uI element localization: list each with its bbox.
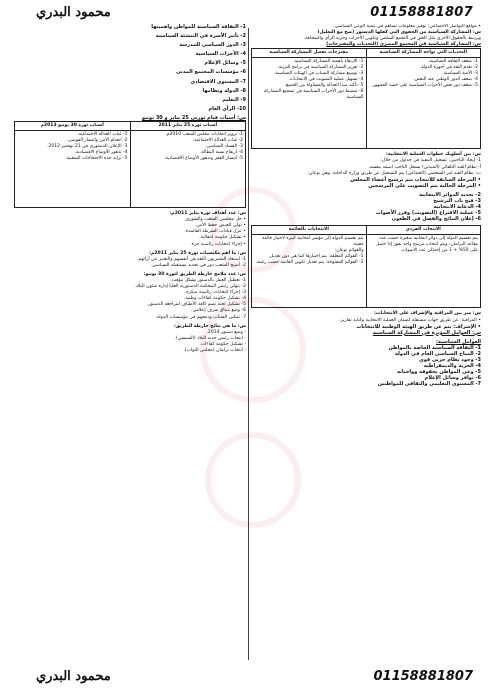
left-line: 2- يتولى رئيس المحكمة الدستورية العليا إدارة شئون البلاد. [134,284,246,290]
table-header: الانتخاب الفردي [366,226,481,235]
factor-item: 1- الثقافة السياسية الخاصة بالمواطن [388,344,481,351]
subheading: العوامل السياسية: [435,338,481,345]
right-line: • الإشراف: يتم عن طريق الهيئة الوطنية للانتخابات [356,323,481,330]
question-heading: س: ما هي نتائج خارطة الطريق: [173,323,246,329]
left-column [14,24,246,664]
question-heading: س: عدد أهداف ثورة يناير 2011م: [169,211,246,217]
challenges-table [251,48,481,149]
question-heading: س: ميز بين المراقبة والإشراف على الانتخابات: [374,311,481,317]
table-header: مقترحات تفعيل المشاركة السياسية [252,49,367,58]
left-line: • إجراء انتخابات رئاسية حرة. [190,241,246,247]
page-footer [0,667,495,689]
right-line: ويرتبط بالحقوق الأخرى مثل الحق في التجمع السلمي وتكوين الأحزاب وحرية الرأي والصحافة. [303,36,481,42]
factor-item: 2- المناخ السياسي العام في الدولة [394,350,481,357]
author-phone: 01158881807 [370,5,473,20]
left-line: 1- استعاد المصريون الثقة في أنفسهم والتعبير عن آرائهم. [136,256,246,262]
left-line: 6- وضع ميثاق شرف إعلامي. [191,308,246,314]
question-heading: س: أسباب قيام ثورتي 25 يناير و 30 يونيو [142,114,246,121]
question-heading: س: بين أسلوبك خطوات العملية الانتخابية: [386,152,481,158]
author-phone: 01158881807 [373,669,473,684]
step-item: 6- إعلان النتائج والفصل في الطعون [391,216,481,223]
table-cell: يتم تقسيم الدولة إلى مؤشر انتخابية كبيرة لاختيار قائمة معينة. والقوائم نوعان: 1- القوائم المغلقة: يتم اختيارها كما هي دون تعديل. 2- القوائم المفتوحة: يتم تعديل تكوين القائمة حسب رغبته. [252,235,367,308]
left-line: 4- الأحزاب السياسية [195,51,246,58]
step-item: 2- تحديد الدوائر الانتخابية [419,191,481,198]
column-divider [248,28,249,660]
left-line: - تشكيل حكومة كفاءات. [199,341,246,347]
table-cell: 1- ضعف الثقافة السياسية. 2- تقدم الثقة في أجهزة الدولة. 3- الأمية السياسية. 4- ضعف الدور الوطني عند البعض. 5- ضعف دور بعض الأحزاب السياسية على حشد الجمهور. [366,58,481,149]
table-cell: 1- تزوير انتخابات مجلس الشعب 2010م. 2- غياب العدالة الاجتماعية. 3- الفساد السياسي. 4- ارتفاع نسبة البطالة. 5- انتشار الفقر وتدهور الأوضاع الاقتصادية. [130,131,246,208]
page-header [0,0,495,24]
left-line: 8- الدولة ونظامها [202,87,246,94]
table-cell: 1- غياب العدالة الاجتماعية. 2- انعدام الأمن وانتشار الفوضى. 3- الإعلان الدستوري في 21 نوفمبر 2012. 4- تدهور الأوضاع الاقتصادية. 5- تزايد حدة الاحتجاجات الشعبية. [15,131,131,208]
right-line: • المرحلة الحالية يتم التصويت على المرشحين [368,182,481,189]
left-line: • تولي الجيش حفظ الأمن. [194,223,246,229]
table-cell: 1- الارتقاء بأهمية المشاركة السياسية. 2- تعزيز المشاركة السياسية في برامج التربية. 3- توسيع مشاركة الشباب في الهيئات السياسية. 4- تسهيل عملية التصويت في الانتخابات. 5- تأكيد مبدأ العدالة والمساواة بين الجميع. 6- تنشيط دور الأحزاب السياسية في تشجيع المشاركة السياسية. [252,58,367,149]
right-line: 1- إيجاد الناخبين: تسجيل التنفيذ في جداول من خلال: [380,158,481,164]
question-heading: س: ما أهم مكتسبات ثورة 25 يناير 2011م: [149,250,246,256]
step-item: 5- عملية الاقتراع (التصويت) وفرز الأصوات [375,210,481,217]
question-heading: س: المشاركة السياسية من الحقوق التي كفلها الدستور (صح مع التعليل) [317,30,481,36]
right-line: • المراقبة: عن طريق جهات مستقلة لضمان العملية الانتخابية وكتابة تقارير. [339,317,481,323]
revolutions-table [14,121,246,208]
left-line: 4- تشكيل حكومة كفاءات وطنية. [183,296,246,302]
election-systems-table [251,225,481,308]
left-line: 7- تمكين الشباب ودمجهم في مؤسسات الدولة. [155,314,246,320]
step-item: 4- الدعاية الانتخابية [433,204,481,211]
left-line: 10- الرأي العام [208,105,246,112]
left-line: 5- تشكيل لجنة تضم كافة الأطياف لمراجعة الدستور. [146,302,246,308]
question-heading: س: المشاركة السياسية في المجتمع المصري (التحديات والمقترحات) [326,42,481,48]
factor-item: 5- وعي المواطن بحقوقه وواجباته [397,369,481,376]
left-line: 2- أصبح للشعب دور في تحديد مستقبله السياسي. [150,262,246,268]
left-line: • عزل قيادات الشرطة الفاسدة. [184,229,246,235]
question-heading: س: عدد ملامح خارطة الطريق لثورة 30 يونيو: [143,271,246,277]
table-header: الانتخابات بالقائمة [252,226,367,235]
right-line: • مواقع التواصل الاجتماعي: توفير معلومات تساهم في تنمية الوعي السياسي. [333,24,481,29]
factor-item: 3- وجود نظام حزبي قوي [419,357,481,364]
factor-item: 4- الحرية والديمقراطية [423,363,481,370]
left-line: 1- الثقافة السياسية للمواطن وأهميتها [151,24,246,30]
right-line: • المرحلة السابقة للانتخاب يتم ترشيح أعضاء المجلس [350,176,481,183]
table-header: التحديات التي تواجه المشاركة السياسية [366,49,481,58]
author-name: محمود البدري [36,669,111,684]
question-heading: س: العوامل المؤثرة في المشاركة السياسية [372,329,481,336]
right-column [251,24,481,664]
table-header: أسباب ثورة 30 يونيو 2013م [15,122,131,131]
left-line: • تشكيل حكومة انتقالية. [199,235,246,241]
left-line: 3- الدور السياسي للمدرسة [179,42,246,49]
factor-item: 7- المستوى التعليمي والثقافي للمواطنين [377,381,481,388]
left-line: - وضع دستور 2014. [206,329,246,335]
left-line: 5- وسائل الإعلام [204,60,246,67]
left-line: 1- تعطيل العمل بالدستور بشكل مؤقت. [170,277,246,283]
step-item: 3- فتح باب الترشيح [433,198,481,205]
left-line: 6- مؤسسات المجتمع المدني [175,69,246,76]
left-line: - انتخاب رئيس جديد للبلاد (السيسي). [174,335,246,341]
left-line: • حل مجلسي الشعب والشورى. [184,217,246,223]
left-line: 2- تأثير الأسرة في التنشئة السياسية [155,33,246,40]
left-line: 7- المستوى الاقتصادي [190,78,246,85]
left-line: - انتخاب برلمان (مجلس النواب). [183,348,246,353]
author-name: محمود البدري [36,5,111,20]
right-line: ب- نظام القيد غير الشخصي (الجماعي) يتم التسجيل عن طريق وزارة الداخلية. وهي نوعان: [307,170,481,176]
left-line: 3- إجراء انتخابات رئاسية مبكرة. [184,290,246,296]
left-line: 9- التعليم [222,96,246,103]
table-header: أسباب ثورة 25 يناير 2011 [130,122,246,131]
right-line: أ- نظام القيد التلقائي (المبدئي) يسجل الناخب اسمه بنفسه. [368,164,481,170]
factor-item: 6- توافر وسائل الإعلام [424,375,481,382]
table-cell: يتم تقسيم الدولة إلى دوائر انتخابية صغيرة حسب عدد مقاعد البرلمان. ويتم انتخاب مرشح واحد يفوز إذا حصل على 50% + 1 من إجمالي عدد الأصوات. [366,235,481,308]
